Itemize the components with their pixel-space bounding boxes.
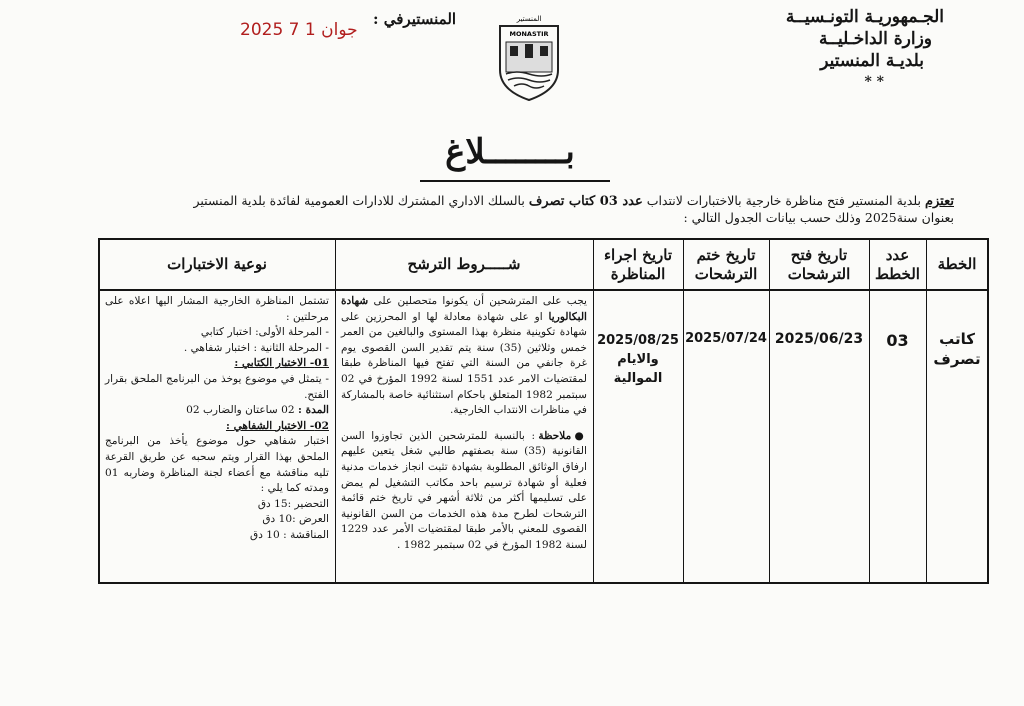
- tests-intro: تشتمل المناظرة الخارجية المشار اليها اعلاه على مرحلتين :: [105, 295, 329, 323]
- intro-text-3: بعنوان سنة2025 وذلك حسب بيانات الجدول التالي :: [683, 210, 954, 225]
- intro-text: بلدية المنستير فتح مناظرة خارجية بالاختبارات لانتداب: [642, 193, 925, 208]
- date-stamp: 2025 جوان 1 7: [240, 20, 358, 40]
- cell-close-date: 2025/07/24: [685, 331, 767, 346]
- issue-place-label: المنستيرفي :: [373, 10, 457, 28]
- oral-test-desc: اختبار شفاهي حول موضوع يأخذ من البرنامج الملحق بهذا القرار ويتم سحبه عن طريق القرعة تليه مناقشة مع أعضاء لجنة المناظرة وضاربه 01 ومدته كما يلي :: [105, 435, 329, 495]
- duration-value: 02 ساعتان والضارب 02: [186, 404, 298, 417]
- intro-count: عدد 03 كتاب تصرف: [528, 194, 643, 209]
- intro-text-2: بالسلك الاداري المشترك للادارات العمومية لفائدة بلدية المنستير: [193, 193, 529, 208]
- cell-conditions: [336, 291, 592, 582]
- conditions-text-1: يجب على المترشحين أن يكونوا متحصلين على: [368, 295, 587, 307]
- conditions-text-2: او على شهادة معادلة لها او المحرزين على شهادة تكوينية منظرة بهذا المستوى والبالغين من العمر خمس وثلاثين (35) سنة يتم تقدير السن القصوى يوم غرة جانفي من السنة التي تفتح فيها المناظرة طبقا لمقتضيات الامر عدد 1551 لسنة 1992 المؤرخ في 02 سبتمبر 1982 المتعلق باحكام استثنائية خاصة بالمشاركة في مناظرات الانتداب الخارجية.: [341, 310, 587, 417]
- title-underline: [420, 180, 610, 182]
- competition-table: [98, 238, 989, 584]
- municipality-logo: [496, 12, 562, 102]
- note-text: : بالنسبة للمترشحين الذين تجاوزوا السن القانونية (35) سنة بصفتهم طالبي شغل يتعين عليهم ارفاق الوثائق المطلوبة بشهادة تثبت انجاز خدمات مدنية فعلية أو شهادة ترسيم باحد مكاتب التشغيل لم يمض على تسليمها أكثر من ثلاثة أشهر في تاريخ ختم قائمة الترشحات لطرح مدة هذه الخدمات من السن القانونية القصوى للمعني بالأمر طبقا لمقتضيات الأمر عدد 1229 لسنة 1982 المؤرخ في 02 سبتمبر 1982 .: [341, 429, 587, 551]
- written-test-desc: - يتمثل في موضوع يوخذ من البرنامج الملحق بقرار الفتح.: [105, 372, 329, 401]
- issuer-header: [786, 6, 944, 72]
- header-republic: الجـمهوريـة التونـسيــة: [785, 7, 944, 27]
- header-tests: نوعية الاختبارات: [167, 255, 267, 273]
- notice-title: بــــــــلاغ: [445, 132, 575, 172]
- logo-arabic-text: المنستير: [516, 15, 542, 23]
- header-municipality: بلديـة المنستير: [820, 51, 924, 71]
- oral-presentation-time: العرض :10 دق: [262, 513, 329, 526]
- logo-text: MONASTIR: [509, 30, 549, 38]
- written-test-heading: 01- الاختبار الكتابي :: [234, 357, 329, 370]
- cell-plan: كاتب تصرف: [933, 330, 981, 368]
- oral-test-heading: 02- الاختبار الشفاهي :: [225, 419, 329, 432]
- header-conditions: شـــــروط الترشح: [407, 255, 521, 273]
- conditions-bac: شهادة البكالوريا: [341, 295, 587, 323]
- header-plan: الخطة: [937, 255, 977, 273]
- duration-label: المدة :: [297, 404, 329, 417]
- note-label: ●ملاحظة: [538, 429, 587, 442]
- cell-exam-date: 2025/08/25 والايام الموالية: [597, 333, 679, 386]
- intro-paragraph: [118, 193, 954, 226]
- intro-lead: تعتزم: [924, 194, 954, 209]
- cell-tests: [100, 291, 334, 582]
- tests-stage-1: - المرحلة الأولى: اختبار كتابي: [200, 326, 329, 339]
- tests-stage-2: - المرحلة الثانية : اختبار شفاهي .: [183, 341, 329, 354]
- header-count: عدد الخطط: [875, 245, 920, 283]
- header-ministry: وزارة الداخـليــة: [818, 29, 932, 49]
- cell-count: 03: [886, 331, 909, 350]
- header-close-date: تاريخ ختم الترشحات: [694, 245, 758, 283]
- oral-prep-time: التحضير :15 دق: [257, 497, 329, 510]
- cell-open-date: 2025/06/23: [774, 331, 864, 347]
- header-open-date: تاريخ فتح الترشحات: [787, 245, 851, 283]
- header-exam-date: تاريخ اجراء المناظرة: [603, 245, 672, 283]
- written-test-duration: [105, 403, 329, 419]
- header-stars: * *: [864, 74, 884, 90]
- oral-discussion-time: المناقشة : 10 دق: [249, 528, 329, 541]
